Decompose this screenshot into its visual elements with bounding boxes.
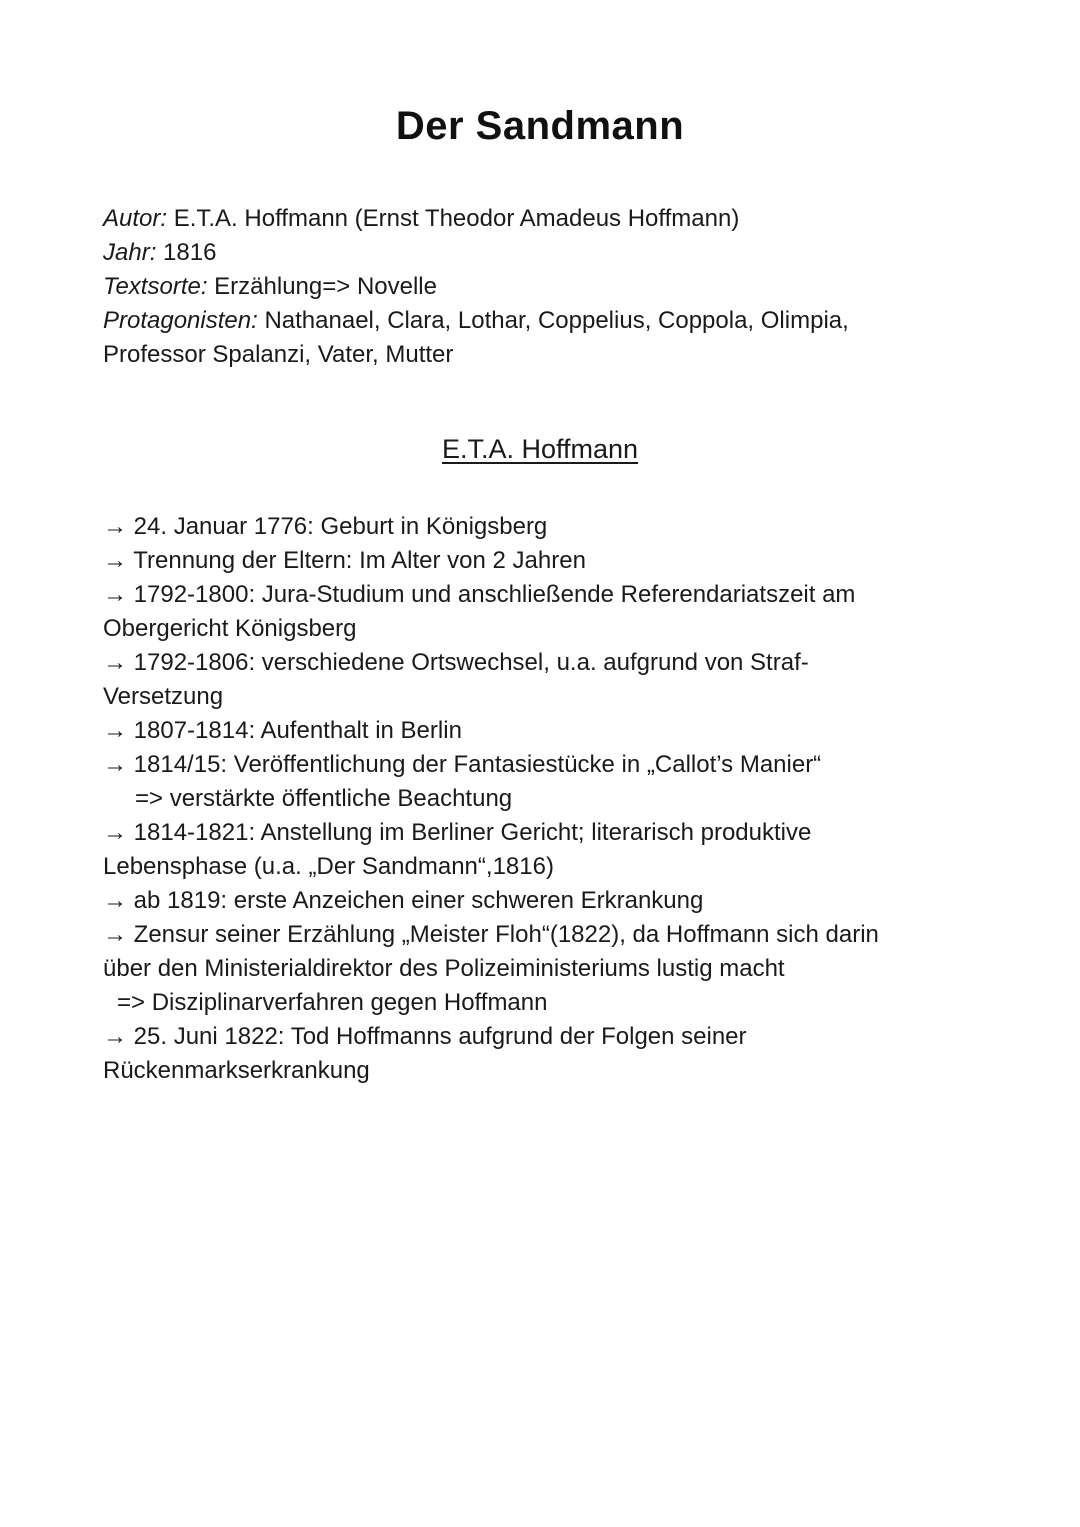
meta-value-autor: E.T.A. Hoffmann (Ernst Theodor Amadeus Hoffmann) bbox=[173, 205, 740, 232]
section-heading: E.T.A. Hoffmann bbox=[441, 434, 639, 464]
meta-label-autor: Autor: bbox=[103, 205, 168, 232]
bio-result-line: => verstärkte öffentliche Beachtung bbox=[135, 785, 513, 812]
meta-label-textsorte: Textsorte: bbox=[103, 273, 208, 300]
bio-list bbox=[103, 510, 1000, 1088]
meta-value-textsorte: Erzählung=> Novelle bbox=[214, 273, 437, 300]
meta-value-jahr: 1816 bbox=[163, 239, 217, 266]
meta-line-protagonisten bbox=[103, 304, 990, 338]
meta-line-jahr bbox=[103, 236, 990, 270]
bio-continuation-line: Obergericht Königsberg bbox=[103, 615, 357, 642]
bio-result-line: => Disziplinarverfahren gegen Hoffmann bbox=[117, 989, 548, 1016]
document-title: Der Sandmann bbox=[395, 104, 685, 148]
meta-value-protagonisten: Nathanael, Clara, Lothar, Coppelius, Coppola, Olimpia, bbox=[264, 307, 849, 334]
meta-label-protagonisten: Protagonisten: bbox=[103, 307, 258, 334]
bio-bullet-line: → 1792-1800: Jura-Studium und anschließende Referendariatszeit am bbox=[103, 581, 856, 608]
meta-line-textsorte bbox=[103, 270, 990, 304]
bio-bullet-line: → 1814-1821: Anstellung im Berliner Gericht; literarisch produktive bbox=[103, 819, 812, 846]
bio-bullet-line: → 1807-1814: Aufenthalt in Berlin bbox=[103, 717, 462, 744]
meta-line-protagonisten-cont: Professor Spalanzi, Vater, Mutter bbox=[103, 341, 454, 368]
bio-continuation-line: Versetzung bbox=[103, 683, 224, 710]
bio-bullet-line: → 1814/15: Veröffentlichung der Fantasiestücke in „Callot’s Manier“ bbox=[103, 751, 822, 778]
meta-line-autor bbox=[103, 202, 990, 236]
meta-label-jahr: Jahr: bbox=[103, 239, 157, 266]
bio-bullet-line: → ab 1819: erste Anzeichen einer schweren Erkrankung bbox=[103, 887, 704, 914]
bio-continuation-line: Rückenmarkserkrankung bbox=[103, 1057, 370, 1084]
bio-continuation-line: über den Ministerialdirektor des Polizeiministeriums lustig macht bbox=[103, 955, 785, 982]
bio-bullet-line: → Trennung der Eltern: Im Alter von 2 Jahren bbox=[103, 547, 586, 574]
bio-bullet-line: → Zensur seiner Erzählung „Meister Floh“(1822), da Hoffmann sich darin bbox=[103, 921, 879, 948]
bio-bullet-line: → 25. Juni 1822: Tod Hoffmanns aufgrund der Folgen seiner bbox=[103, 1023, 747, 1050]
bio-bullet-line: → 1792-1806: verschiedene Ortswechsel, u.a. aufgrund von Straf- bbox=[103, 649, 809, 676]
bio-bullet-line: → 24. Januar 1776: Geburt in Königsberg bbox=[103, 513, 548, 540]
meta-block bbox=[103, 202, 990, 372]
bio-continuation-line: Lebensphase (u.a. „Der Sandmann“,1816) bbox=[103, 853, 554, 880]
